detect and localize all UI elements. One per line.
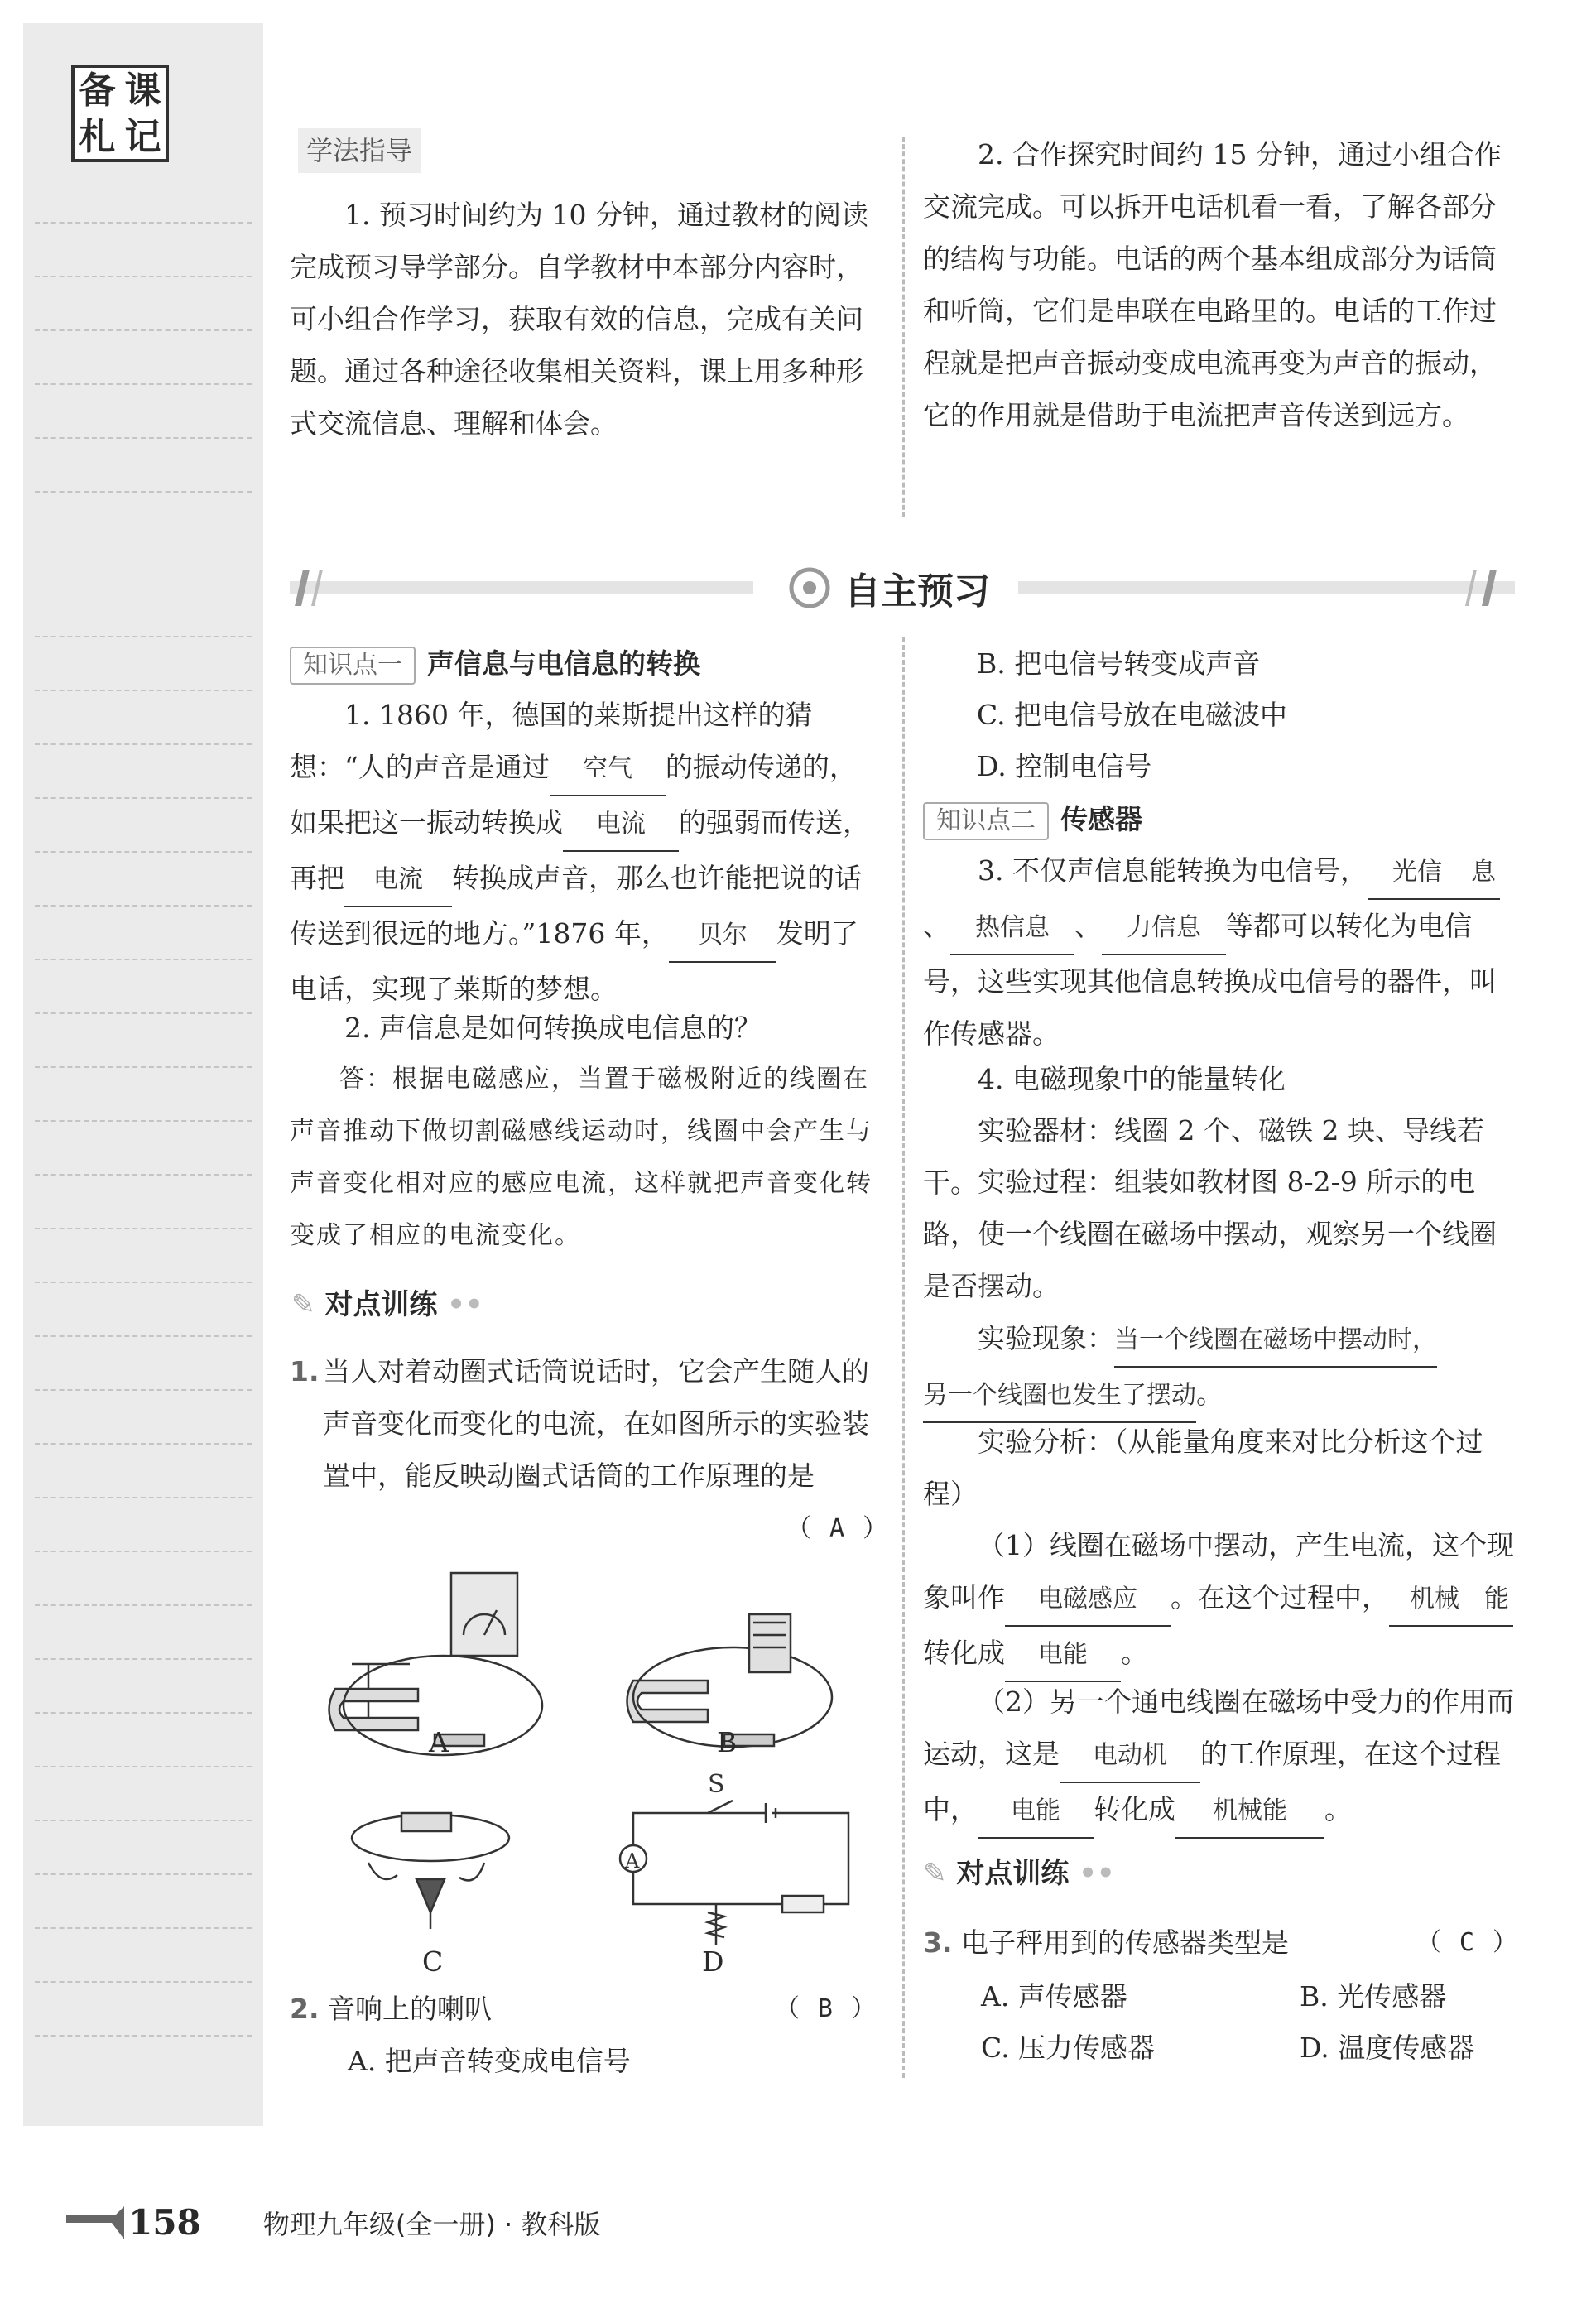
s2-text: 。 bbox=[1324, 1793, 1352, 1825]
figure-c-apparatus bbox=[352, 1813, 509, 1929]
book-title: 物理九年级(全一册) · 教科版 bbox=[262, 2208, 601, 2240]
q4-phenomenon bbox=[923, 1312, 1519, 1423]
column-divider-top bbox=[902, 137, 905, 517]
q3-text: 3. 不仅声信息能转换为电信号， bbox=[978, 854, 1368, 887]
ex3-option-c: C. 压力传感器 bbox=[981, 2032, 1156, 2064]
q4-analysis: 实验分析：（从能量角度来对比分析这个过程） bbox=[923, 1426, 1483, 1510]
kp1-q2: 2. 声信息是如何转换成电信息的？ bbox=[344, 1012, 762, 1044]
ex3-answer: （ C ） bbox=[1416, 1928, 1519, 1957]
phenomenon-answer-2: 另一个线圈也发生了摆动 bbox=[923, 1369, 1196, 1423]
q4-process: 实验过程：组装如教材图 8-2-9 所示的电路，使一个线圈在磁场中摆动，观察另一个线圈是否摆动。 bbox=[923, 1166, 1497, 1302]
kp1-title: 声信息与电信息的转换 bbox=[427, 647, 700, 680]
kp1-header bbox=[290, 637, 700, 690]
ex2-text: 音响上的喇叭 bbox=[328, 1993, 492, 2025]
phenomenon-answer-1: 当一个线圈在磁场中摆动时， bbox=[1114, 1314, 1437, 1368]
q3-blank-1: 光信 bbox=[1368, 846, 1467, 900]
s2-blank-3: 机械能 bbox=[1175, 1785, 1324, 1839]
ex2-number: 2. bbox=[290, 1993, 320, 2025]
q3-text: 、 bbox=[1074, 910, 1102, 942]
ex1-text: 当人对着动圈式话筒说话时，它会产生随人的声音变化而变化的电流，在如图所示的实验装置中，能反映动圈式话筒的工作原理的是 bbox=[323, 1355, 869, 1492]
s1-text: （1）线圈在磁场中摆动，产生电流，这个现象叫作 bbox=[923, 1529, 1514, 1613]
s2-blank-2: 电能 bbox=[978, 1785, 1094, 1839]
memo-char: 札 bbox=[79, 116, 116, 158]
q1-text: 的强弱而传送，再把 bbox=[290, 806, 870, 894]
q1-blank-3: 电流 bbox=[344, 854, 452, 907]
section-title: 自主预习 bbox=[844, 570, 990, 613]
q1-text: 发明了电话，实现了莱斯的梦想。 bbox=[290, 917, 858, 1005]
phenomenon-end: 。 bbox=[1196, 1378, 1223, 1410]
figure-label-d: D bbox=[702, 1945, 724, 1978]
q1-blank-2: 电流 bbox=[563, 798, 679, 852]
kp1-q2-answer: 答：根据电磁感应，当置于磁极附近的线圈在声音推动下做切割磁感线运动时，线圈中会产生与声音变化相对应的感应电流，这样就把声音变化转变成了相应的电流变化。 bbox=[290, 1065, 873, 1250]
kp1-q1 bbox=[290, 689, 877, 1015]
ex2-answer: （ B ） bbox=[774, 1994, 877, 2023]
memo-char: 课 bbox=[124, 70, 161, 112]
kp1-tag: 知识点一 bbox=[290, 647, 416, 685]
column-divider-bottom bbox=[902, 637, 905, 2078]
kp2-header bbox=[923, 793, 1142, 845]
q4-sub-1 bbox=[923, 1519, 1519, 1682]
exercise-2 bbox=[290, 1983, 877, 2035]
ex1-number: 1. bbox=[290, 1355, 320, 1387]
ex2-option-d: D. 控制电信号 bbox=[977, 750, 1152, 782]
study-guide-title: 学法指导 bbox=[298, 128, 421, 173]
phenomenon-label: 实验现象： bbox=[978, 1322, 1114, 1354]
s1-blank-2-cont: 能 bbox=[1480, 1573, 1513, 1627]
ex3-option-a: A. 声传感器 bbox=[981, 1980, 1127, 2013]
ammeter-label: A bbox=[625, 1849, 640, 1873]
q1-text: 转换成声音，那么也许能把说的话传送到很远的地方。”1876 年， bbox=[290, 862, 862, 950]
figure-label-a: A bbox=[429, 1726, 449, 1758]
s2-text: 的工作原理，在这个过程中， bbox=[923, 1738, 1501, 1825]
kp2-tag: 知识点二 bbox=[923, 802, 1049, 840]
q4-title: 4. 电磁现象中的能量转化 bbox=[978, 1063, 1286, 1095]
s1-text: 转化成 bbox=[923, 1637, 1005, 1669]
q4-sub-2 bbox=[923, 1676, 1519, 1839]
figure-label-c: C bbox=[422, 1945, 444, 1978]
ex3-text: 电子秤用到的传感器类型是 bbox=[961, 1926, 1289, 1959]
footer-arrow-icon bbox=[66, 2206, 124, 2239]
s2-blank-1: 电动机 bbox=[1060, 1729, 1200, 1783]
memo-char: 备 bbox=[79, 70, 116, 112]
s1-text: 。 bbox=[1121, 1637, 1148, 1669]
practice-heading-2: ✎ 对点训练 •• bbox=[923, 1857, 1115, 1890]
q1-text: 的振动传递的，如果把这一振动转换成 bbox=[290, 751, 857, 839]
s2-text: 转化成 bbox=[1094, 1793, 1175, 1825]
ex1-answer: （ A ） bbox=[786, 1514, 890, 1543]
practice-heading-1: ✎ 对点训练 •• bbox=[291, 1288, 483, 1321]
q3-blank-3: 力信息 bbox=[1102, 902, 1226, 955]
exercise-3 bbox=[923, 1916, 1519, 1969]
q3-text: 等都可以转化为电信号，这些实现其他信息转换成电信号的器件，叫作传感器。 bbox=[923, 910, 1497, 1050]
q1-blank-4: 贝尔 bbox=[669, 909, 776, 963]
switch-label: S bbox=[708, 1770, 725, 1799]
page-footer bbox=[66, 2202, 600, 2243]
memo-logo bbox=[71, 65, 169, 162]
memo-char: 记 bbox=[124, 116, 161, 158]
study-guide-para-1: 1. 预习时间约为 10 分钟，通过教材的阅读完成预习导学部分。自学教材中本部分内容时，可小组合作学习，获取有效的信息，完成有关问题。通过各种途径收集相关资料，课上用多种形式交流信息、理解和体会。 bbox=[290, 199, 868, 440]
s1-blank-3: 电能 bbox=[1005, 1628, 1121, 1682]
figure-d-circuit bbox=[620, 1801, 848, 1945]
ex2-option-a: A. 把声音转变成电信号 bbox=[348, 2045, 631, 2077]
kp2-title: 传感器 bbox=[1060, 803, 1142, 835]
q3-blank-1-cont: 息 bbox=[1467, 846, 1500, 900]
ex1-figures bbox=[319, 1565, 898, 1962]
notes-margin bbox=[23, 23, 263, 2126]
figure-label-b: B bbox=[717, 1726, 738, 1758]
exercise-1 bbox=[290, 1345, 877, 1502]
study-guide-para-2: 2. 合作探究时间约 15 分钟，通过小组合作交流完成。可以拆开电话机看一看，了解各部分的结构与功能。电话的两个基本组成部分为话筒和听筒，它们是串联在电路里的。电话的工作过程就是把声音振动变成电流再变为声音的振动，它的作用就是借助于电流把声音传送到远方。 bbox=[923, 138, 1502, 431]
s1-text: 。在这个过程中， bbox=[1171, 1581, 1389, 1613]
q3-blank-2: 热信息 bbox=[950, 902, 1074, 955]
practice-label: 对点训练 bbox=[956, 1857, 1070, 1890]
s1-blank-1: 电磁感应 bbox=[1005, 1573, 1171, 1627]
s1-blank-2: 机械 bbox=[1389, 1573, 1480, 1627]
q3-text: 、 bbox=[923, 910, 950, 942]
ex2-option-b: B. 把电信号转变成声音 bbox=[977, 647, 1261, 680]
ex2-option-c: C. 把电信号放在电磁波中 bbox=[977, 699, 1288, 731]
ex3-number: 3. bbox=[923, 1926, 953, 1959]
q1-text: 1. 1860 年，德国的莱斯提出这样的猜想：“人的声音是通过 bbox=[290, 699, 813, 783]
page-number: 158 bbox=[128, 2202, 201, 2243]
q4-materials: 实验器材：线圈 2 个、磁铁 2 块、导线若干。 bbox=[923, 1114, 1484, 1199]
q1-blank-1: 空气 bbox=[550, 743, 666, 796]
ex3-option-d: D. 温度传感器 bbox=[1300, 2032, 1475, 2064]
ex3-option-b: B. 光传感器 bbox=[1300, 1980, 1447, 2013]
s2-text: （2）另一个通电线圈在磁场中受力的作用而运动，这是 bbox=[923, 1686, 1514, 1770]
kp2-q3 bbox=[923, 844, 1519, 1060]
practice-label: 对点训练 bbox=[324, 1288, 438, 1321]
